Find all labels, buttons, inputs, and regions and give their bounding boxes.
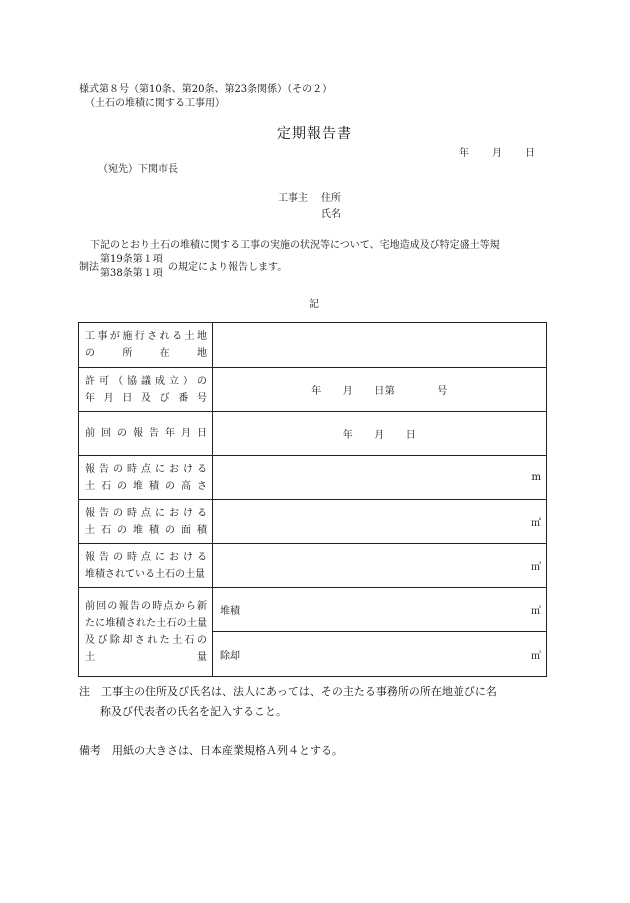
removal-cell[interactable] <box>213 632 546 676</box>
label-previous-report: 前回の報告年月日 <box>79 412 213 456</box>
removal-unit: ㎥ <box>531 651 541 662</box>
row-volume <box>79 544 547 588</box>
law-suffix: の規定により報告します。 <box>168 262 288 273</box>
report-table <box>78 322 547 677</box>
deposit-label: 堆積 <box>220 606 240 617</box>
removal-label: 除却 <box>220 651 240 662</box>
value-volume[interactable]: ㎥ <box>213 544 547 588</box>
date-month-label: 月 <box>492 148 502 159</box>
note-line1: 注 工事主の住所及び氏名は、法人にあっては、その主たる事務所の所在地並びに名 <box>79 685 497 698</box>
article-38: 第38条第１項 <box>100 268 163 279</box>
label-height: 報告の時点における 土石の堆積の高さ <box>79 456 213 500</box>
article-19: 第19条第１項 <box>100 254 163 265</box>
deposit-cell[interactable] <box>213 588 546 632</box>
date-day-label: 日 <box>525 148 535 159</box>
value-height[interactable]: m <box>213 456 547 500</box>
value-permit[interactable]: 年 月 日第 号 <box>213 368 547 412</box>
body-line1: 下記のとおり土石の堆積に関する工事の実施の状況等について、宅地造成及び特定盛土等規 <box>90 240 500 251</box>
ki-mark: 記 <box>309 299 319 310</box>
deposit-unit: ㎥ <box>531 606 541 617</box>
row-area <box>79 500 547 544</box>
remarks: 備考 用紙の大きさは、日本産業規格Ａ列４とする。 <box>79 744 343 757</box>
form-number: 様式第８号（第10条、第20条、第23条関係）（その２） <box>79 84 333 95</box>
document-title: 定期報告書 <box>277 126 352 142</box>
contractor-address-label: 住所 <box>321 193 341 204</box>
addressee: （宛先）下関市長 <box>98 164 178 175</box>
note-line2: 称及び代表者の氏名を記入すること。 <box>100 705 287 718</box>
value-area[interactable]: ㎡ <box>213 500 547 544</box>
label-change: 前回の報告の時点から新 たに堆積された土石の土量 及び除却された土石の 土 量 <box>79 588 213 677</box>
value-previous-report[interactable]: 年 月 日 <box>213 412 547 456</box>
law-prefix: 制法 <box>79 262 99 273</box>
date-year-label: 年 <box>459 148 469 159</box>
label-area: 報告の時点における 土石の堆積の面積 <box>79 500 213 544</box>
row-permit <box>79 368 547 412</box>
form-subtitle: （土石の堆積に関する工事用） <box>85 98 225 109</box>
row-change <box>79 588 547 677</box>
change-subcells <box>213 588 547 677</box>
row-previous-report <box>79 412 547 456</box>
value-land-location[interactable] <box>213 323 547 368</box>
label-permit: 許可（協議成立）の 年月日及び番号 <box>79 368 213 412</box>
label-volume: 報告の時点における 堆積されている土石の土量 <box>79 544 213 588</box>
contractor-name-label: 氏名 <box>321 209 341 220</box>
row-height <box>79 456 547 500</box>
row-land-location <box>79 323 547 368</box>
contractor-label: 工事主 <box>278 193 308 204</box>
label-land-location: 工事が施行される土地 の 所 在 地 <box>79 323 213 368</box>
